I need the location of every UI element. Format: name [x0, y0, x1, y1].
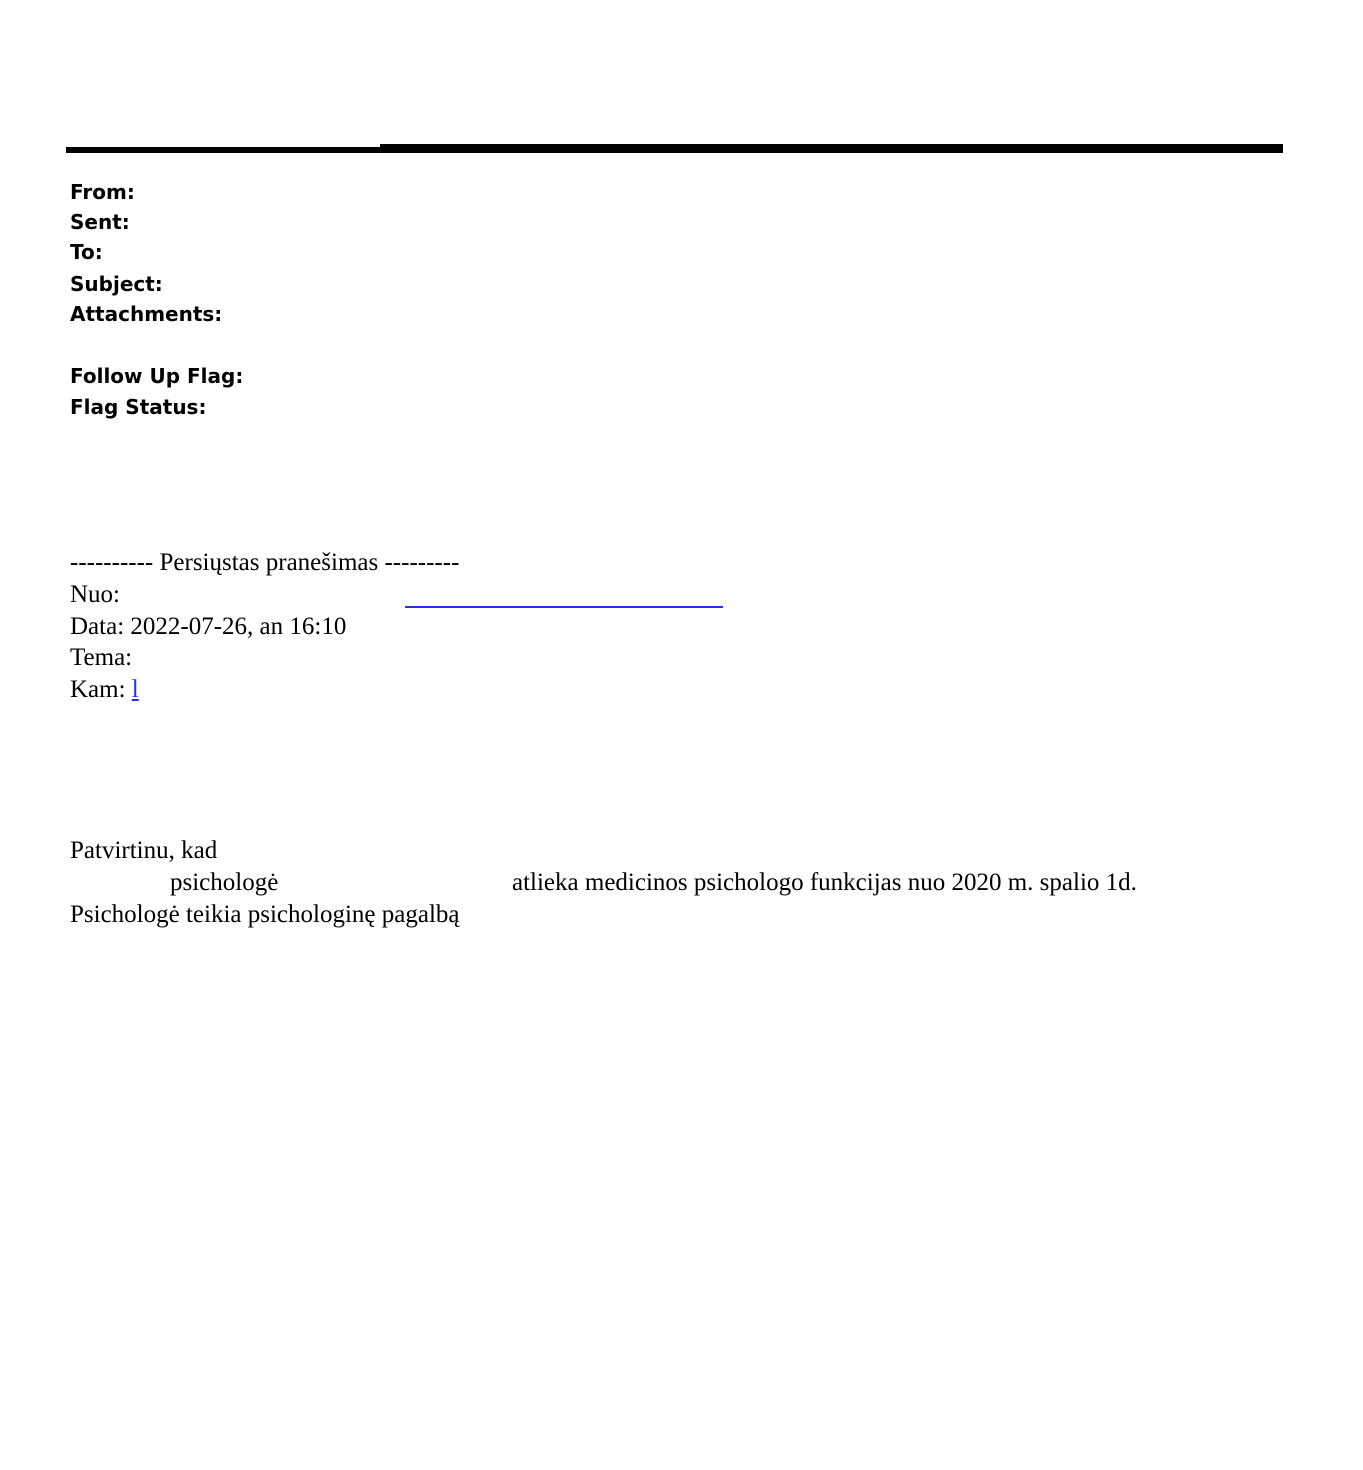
- forwarded-separator: ---------- Persiųstas pranešimas ---------: [70, 549, 460, 576]
- follow-up-flag-label: Follow Up Flag:: [70, 364, 244, 388]
- attachments-label: Attachments:: [70, 302, 223, 326]
- recipient-email-link[interactable]: l: [131, 676, 139, 703]
- from-label: From:: [70, 180, 135, 204]
- body-line-1: Patvirtinu, kad: [70, 837, 218, 864]
- header-divider-thick: [380, 144, 1283, 153]
- forwarded-kam: [70, 675, 139, 705]
- sender-email-link[interactable]: [405, 606, 723, 608]
- forwarded-date: Data: 2022-07-26, an 16:10: [70, 613, 347, 638]
- body-line-2-part-1: psichologė: [170, 869, 279, 896]
- sent-label: Sent:: [70, 210, 130, 234]
- subject-label: Subject:: [70, 272, 163, 296]
- forwarded-kam-label: Kam:: [70, 676, 126, 703]
- body-line-3: Psichologė teikia psichologinę pagalbą: [70, 901, 460, 928]
- body-line-2-part-2: atlieka medicinos psichologo funkcijas nuo 2020 m. spalio 1d.: [512, 869, 1137, 896]
- forwarded-tema-label: Tema:: [70, 644, 133, 671]
- forwarded-nuo-label: Nuo:: [70, 581, 120, 608]
- to-label: To:: [70, 240, 103, 264]
- flag-status-label: Flag Status:: [70, 395, 207, 419]
